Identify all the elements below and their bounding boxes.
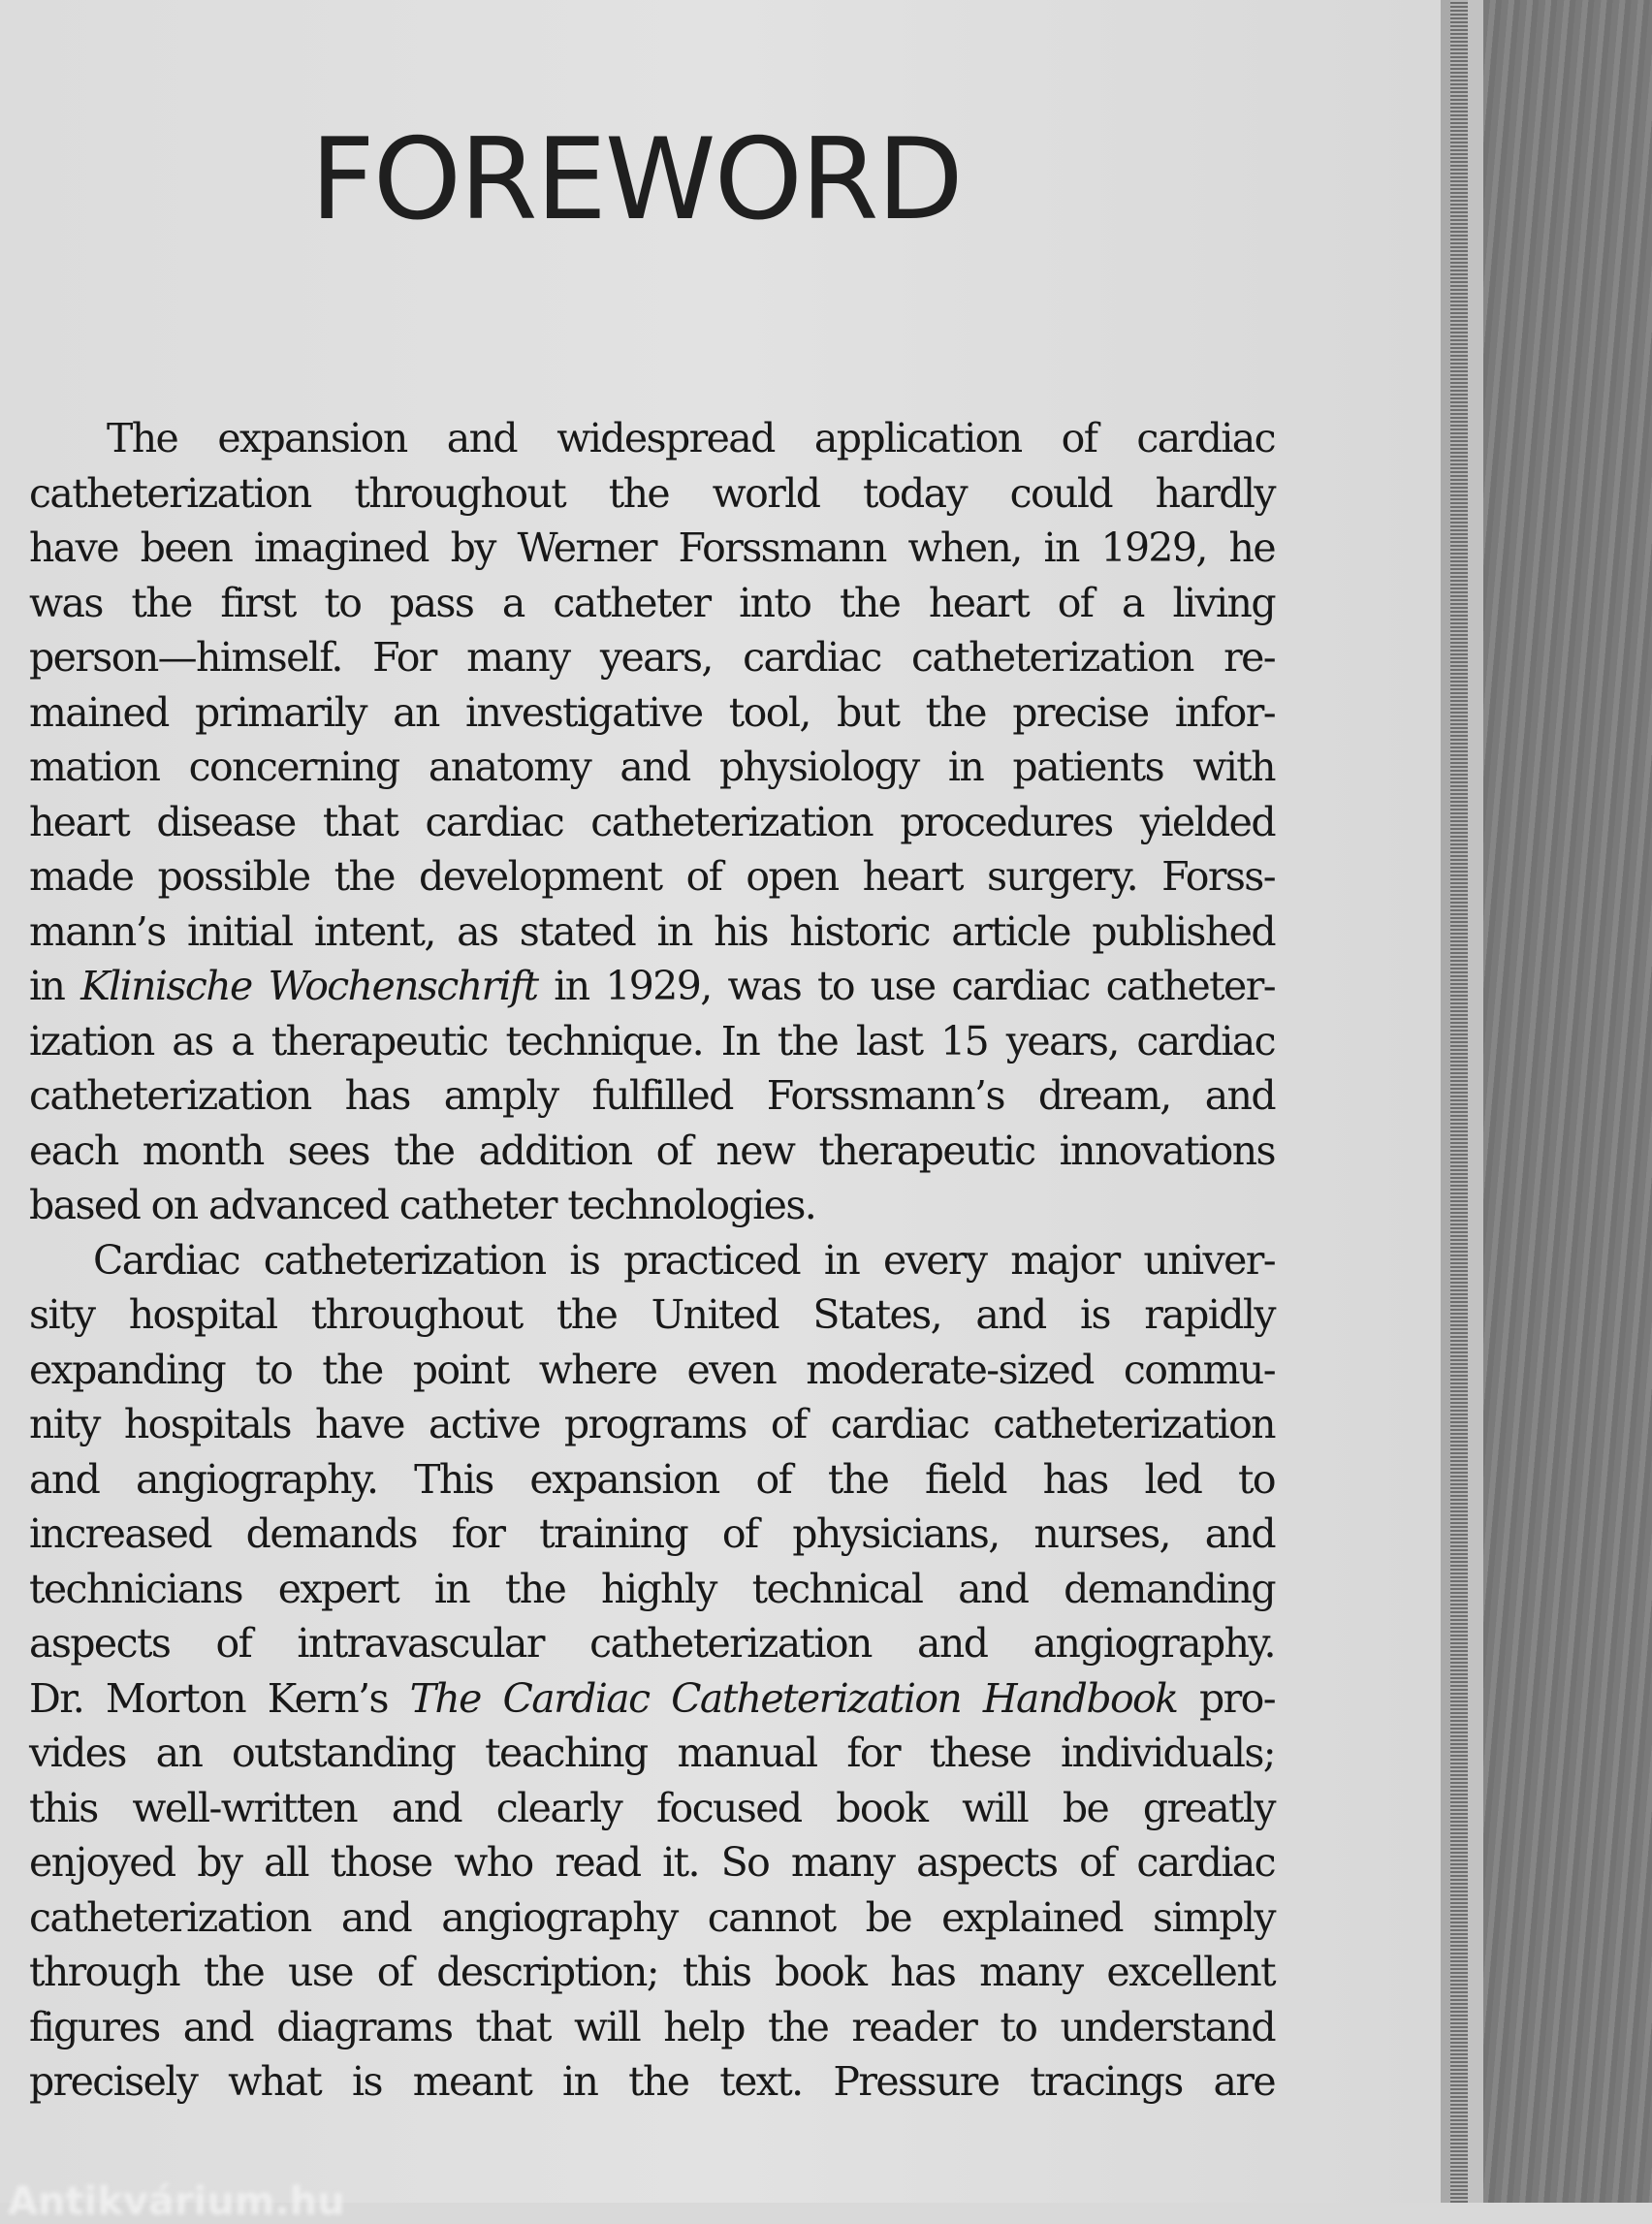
text-line-with-italic: [29, 1671, 1275, 1727]
text-line: increased demands for training of physicians, nurses, and: [29, 1510, 1275, 1557]
text-span: in 1929, was to use cardiac catheter-: [537, 963, 1275, 1009]
text-line: mained primarily an investigative tool, but the precise infor-: [29, 688, 1275, 736]
text-line: this well-written and clearly focused book will be greatly: [29, 1784, 1275, 1831]
text-line: mann’s initial intent, as stated in his historic article published: [29, 907, 1275, 955]
text-line: catheterization and angiography cannot be explained simply: [29, 1893, 1275, 1941]
text-line: based on advanced catheter technologies.: [29, 1182, 816, 1228]
text-span: in: [29, 963, 81, 1009]
text-line: Cardiac catheterization is practiced in every major univer-: [93, 1236, 1275, 1284]
text-line: vides an outstanding teaching manual for these individuals;: [29, 1730, 1275, 1776]
page-edge-highlight: [1468, 0, 1483, 2203]
page-title: FOREWORD: [310, 114, 962, 245]
text-line: catheterization has amply fulfilled Forssmann’s dream, and: [29, 1072, 1275, 1119]
text-line: The expansion and widespread application of cardiac: [107, 415, 1275, 461]
page-edge-shadow: [1441, 0, 1450, 2203]
journal-title: Klinische Wochenschrift: [80, 963, 538, 1009]
text-line: heart disease that cardiac catheterization procedures yielded: [29, 798, 1275, 845]
text-line: each month sees the addition of new therapeutic innovations: [29, 1127, 1275, 1174]
text-line: catheterization throughout the world today could hardly: [29, 469, 1275, 517]
text-line: sity hospital throughout the United States, and is rapidly: [29, 1291, 1275, 1338]
text-line: nity hospitals have active programs of cardiac catheterization: [29, 1401, 1275, 1447]
text-line: and angiography. This expansion of the field has led to: [29, 1455, 1275, 1503]
text-line: was the first to pass a catheter into the heart of a living: [29, 579, 1275, 626]
text-line: precisely what is meant in the text. Pressure tracings are: [29, 2058, 1275, 2105]
text-line: through the use of description; this book has many excellent: [29, 1949, 1275, 1995]
text-line-with-italic: [29, 959, 1275, 1014]
text-line: mation concerning anatomy and physiology in patients with: [29, 744, 1275, 790]
text-line: enjoyed by all those who read it. So many aspects of cardiac: [29, 1839, 1275, 1886]
text-line: technicians expert in the highly technical and demanding: [29, 1565, 1275, 1612]
text-line: aspects of intravascular catheterization and angiography.: [29, 1620, 1275, 1667]
text-line: made possible the development of open heart surgery. Forss-: [29, 853, 1275, 900]
watermark: Antikvárium.hu: [8, 2179, 345, 2224]
book-title: The Cardiac Catheterization Handbook: [409, 1674, 1178, 1722]
text-line: figures and diagrams that will help the reader to understand: [29, 2003, 1275, 2050]
text-line: person—himself. For many years, cardiac catheterization re-: [29, 634, 1275, 681]
page-stack-edge: [1450, 0, 1468, 2203]
text-line: expanding to the point where even moderate-sized commu-: [29, 1346, 1275, 1393]
text-span: Dr. Morton Kern’s: [29, 1674, 410, 1722]
text-span: pro-: [1177, 1674, 1276, 1722]
text-line: have been imagined by Werner Forssmann when, in 1929, he: [29, 524, 1275, 571]
body-text: [29, 411, 1275, 2110]
book-cover-background: [1483, 0, 1652, 2203]
text-line: ization as a therapeutic technique. In the last 15 years, cardiac: [29, 1017, 1275, 1064]
